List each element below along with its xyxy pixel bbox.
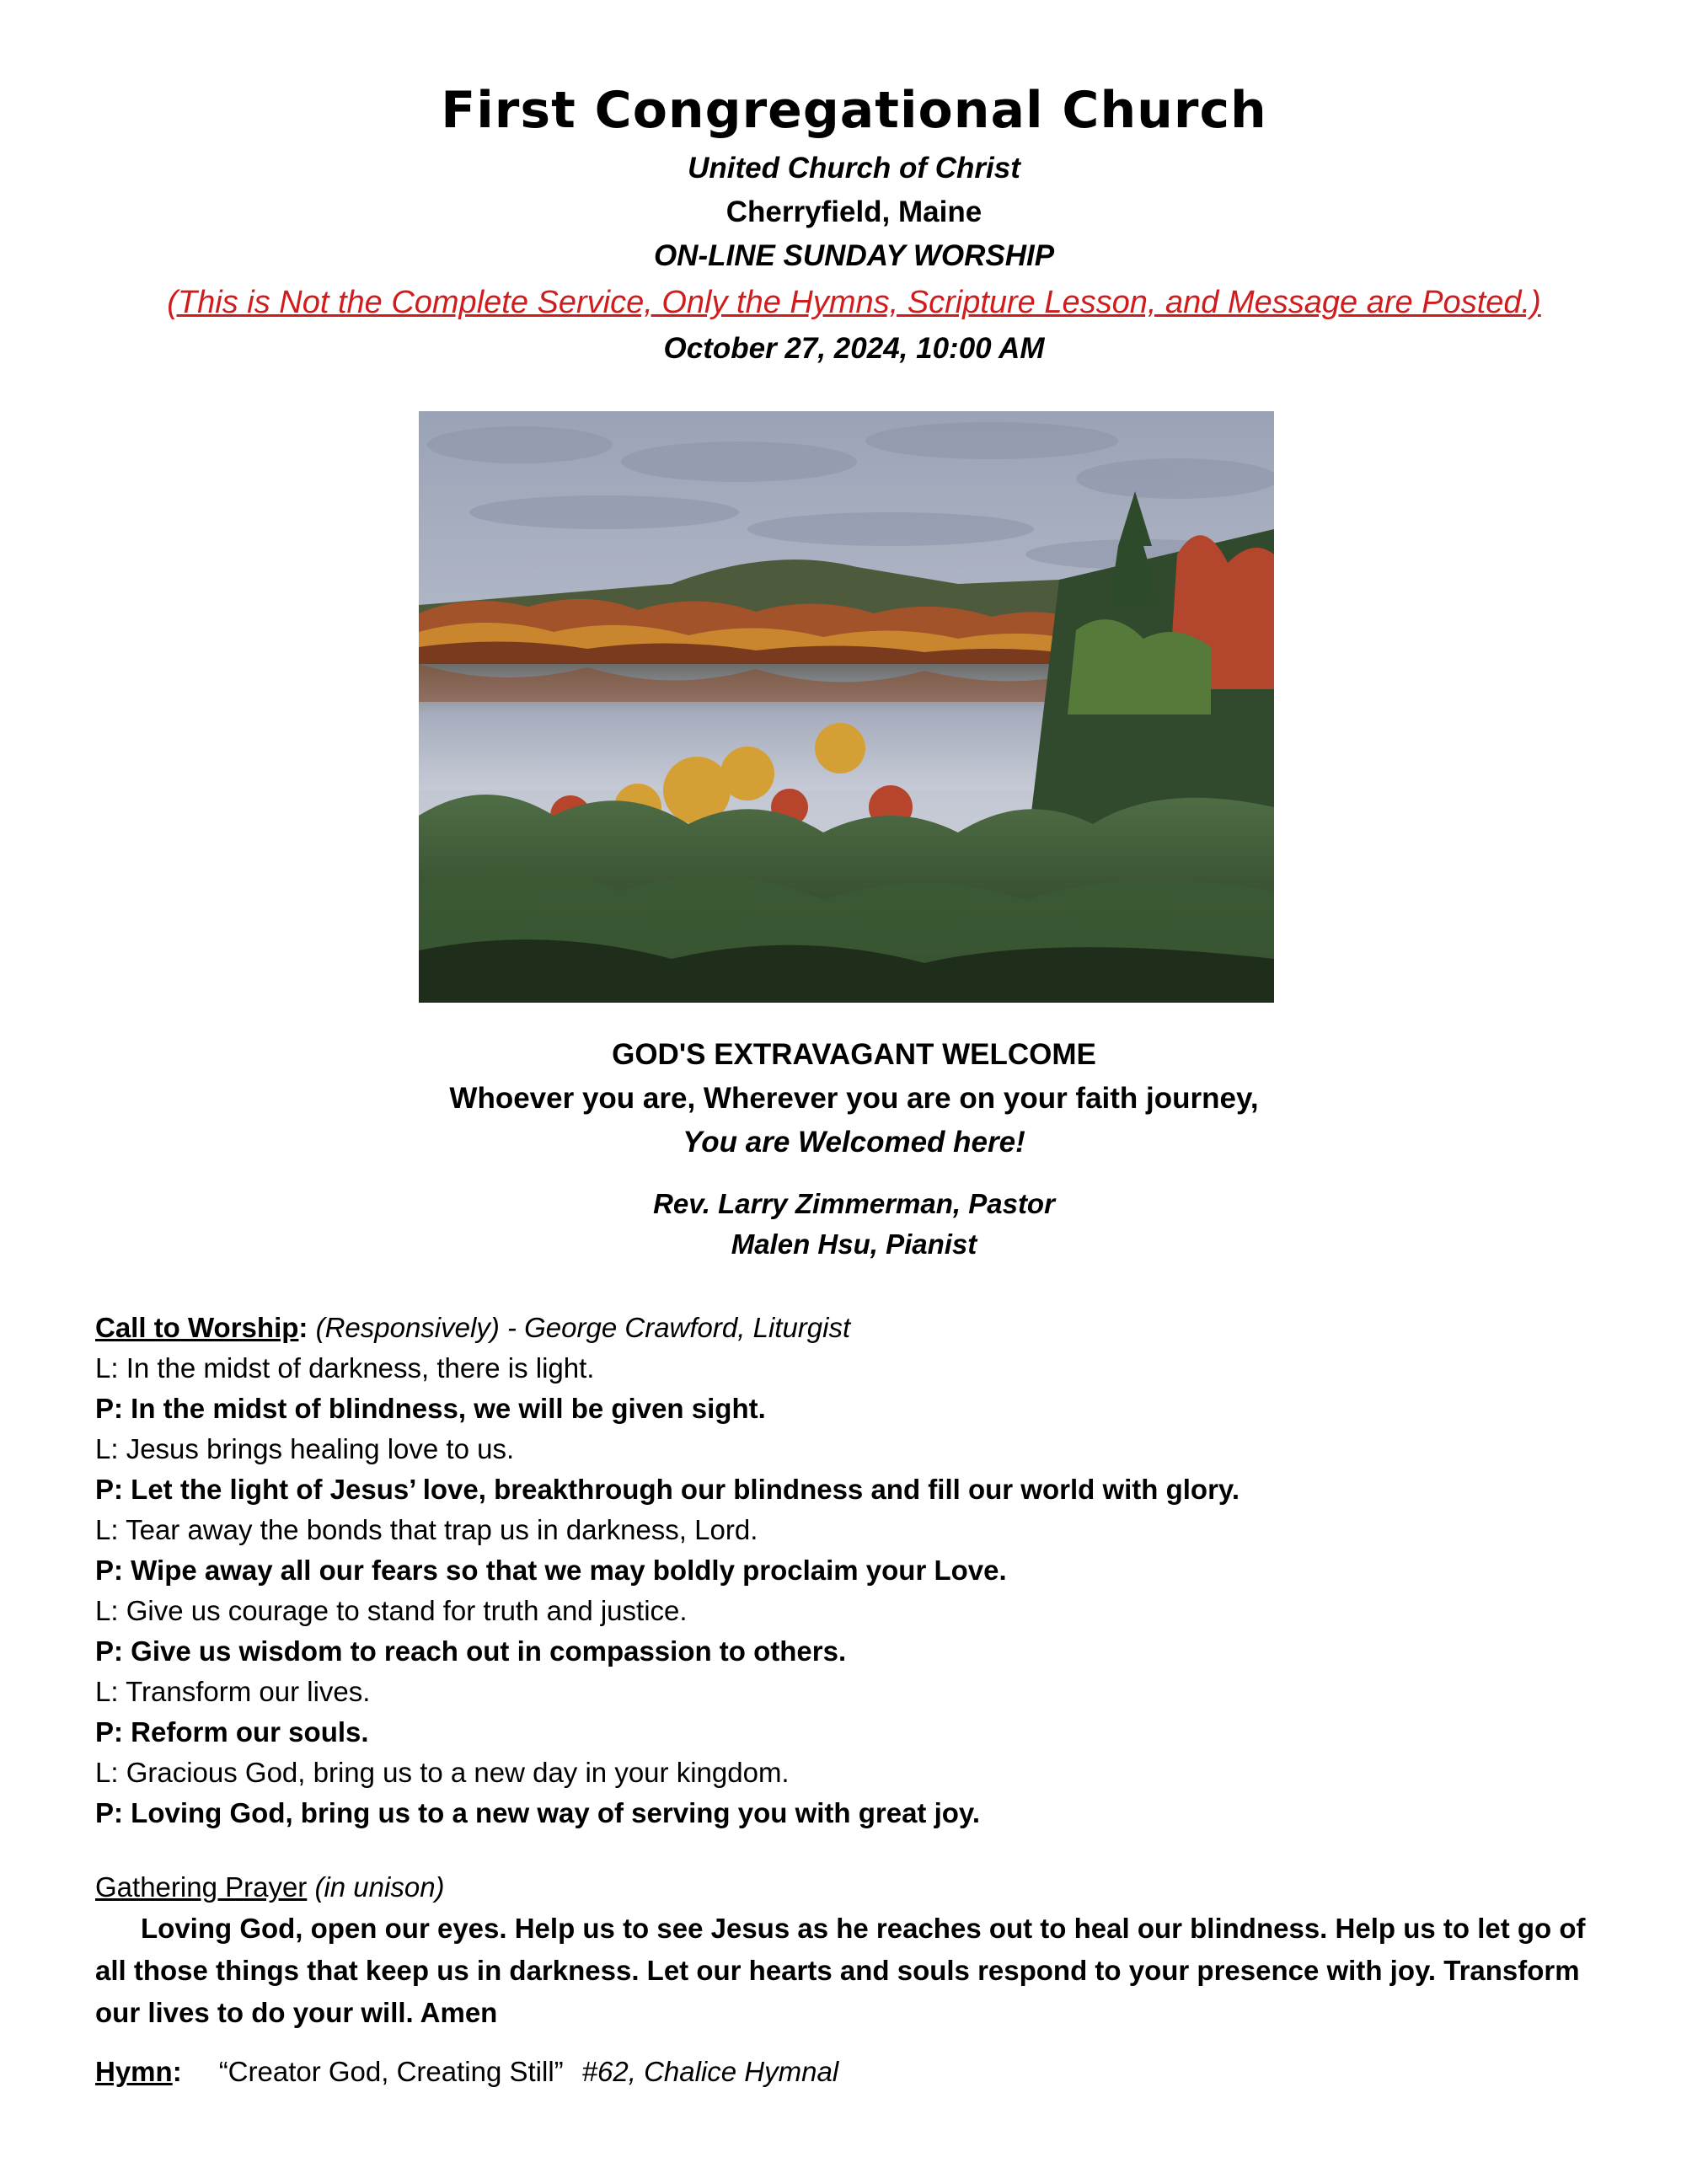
litany-line: P: Let the light of Jesus’ love, breakthrough our blindness and fill our world with glory. (95, 1474, 1240, 1505)
litany-line: L: Jesus brings healing love to us. (95, 1433, 515, 1464)
hymn-title: “Creator God, Creating Still” (218, 2056, 564, 2087)
welcome-line: Whoever you are, Wherever you are on your faith journey, (449, 1082, 1259, 1115)
denomination: United Church of Christ (688, 152, 1020, 185)
litany-line: L: Transform our lives. (95, 1676, 371, 1707)
gathering-prayer-subtitle: (in unison) (314, 1871, 445, 1903)
call-to-worship-section (95, 1308, 1612, 1833)
litany-line: L: Tear away the bonds that trap us in darkness, Lord. (95, 1514, 758, 1545)
lake-autumn-photo (419, 411, 1274, 1003)
litany-line: P: Loving God, bring us to a new way of serving you with great joy. (95, 1797, 980, 1828)
hymn-reference: #62, Chalice Hymnal (581, 2056, 839, 2087)
gathering-prayer-header (95, 1867, 1612, 1908)
call-to-worship-subtitle: (Responsively) - George Crawford, Liturgist (315, 1312, 851, 1343)
litany-line: L: In the midst of darkness, there is light. (95, 1352, 595, 1384)
hymn-colon: : (172, 2056, 182, 2087)
litany-line: P: In the midst of blindness, we will be given sight. (95, 1393, 766, 1424)
hymn-label: Hymn (95, 2056, 173, 2087)
service-type: ON-LINE SUNDAY WORSHIP (653, 239, 1055, 272)
gathering-prayer-text: Loving God, open our eyes. Help us to see Jesus as he reaches out to heal our blindness. Help us to let go of all those things that keep us in darkness. Let our hearts and souls respond to your presence with joy. Transform our lives to do your will. Amen (95, 1913, 1586, 2028)
welcome-title: GOD'S EXTRAVAGANT WELCOME (612, 1038, 1096, 1071)
service-notice: (This is Not the Complete Service, Only the Hymns, Scripture Lesson, and Message are Posted.) (167, 285, 1541, 320)
gathering-prayer-section (95, 1867, 1612, 2034)
call-to-worship-colon: : (298, 1312, 308, 1343)
service-date: October 27, 2024, 10:00 AM (663, 332, 1045, 365)
litany-line: P: Reform our souls. (95, 1716, 369, 1748)
church-location: Cherryfield, Maine (725, 195, 983, 228)
litany-line: P: Wipe away all our fears so that we may boldly proclaim your Love. (95, 1555, 1007, 1586)
litany-line: L: Gracious God, bring us to a new day in your kingdom. (95, 1757, 790, 1788)
litany-line: P: Give us wisdom to reach out in compassion to others. (95, 1635, 847, 1667)
litany-line: L: Give us courage to stand for truth and justice. (95, 1595, 688, 1626)
call-to-worship-heading: Call to Worship (95, 1312, 299, 1343)
pianist-name: Malen Hsu, Pianist (731, 1228, 977, 1260)
church-name: First Congregational Church (441, 81, 1267, 140)
hymn-section (95, 2056, 1612, 2088)
pastor-name: Rev. Larry Zimmerman, Pastor (653, 1188, 1055, 1219)
gathering-prayer-heading: Gathering Prayer (95, 1871, 308, 1903)
call-to-worship-header (95, 1308, 1612, 1348)
welcome-tagline: You are Welcomed here! (683, 1126, 1025, 1159)
